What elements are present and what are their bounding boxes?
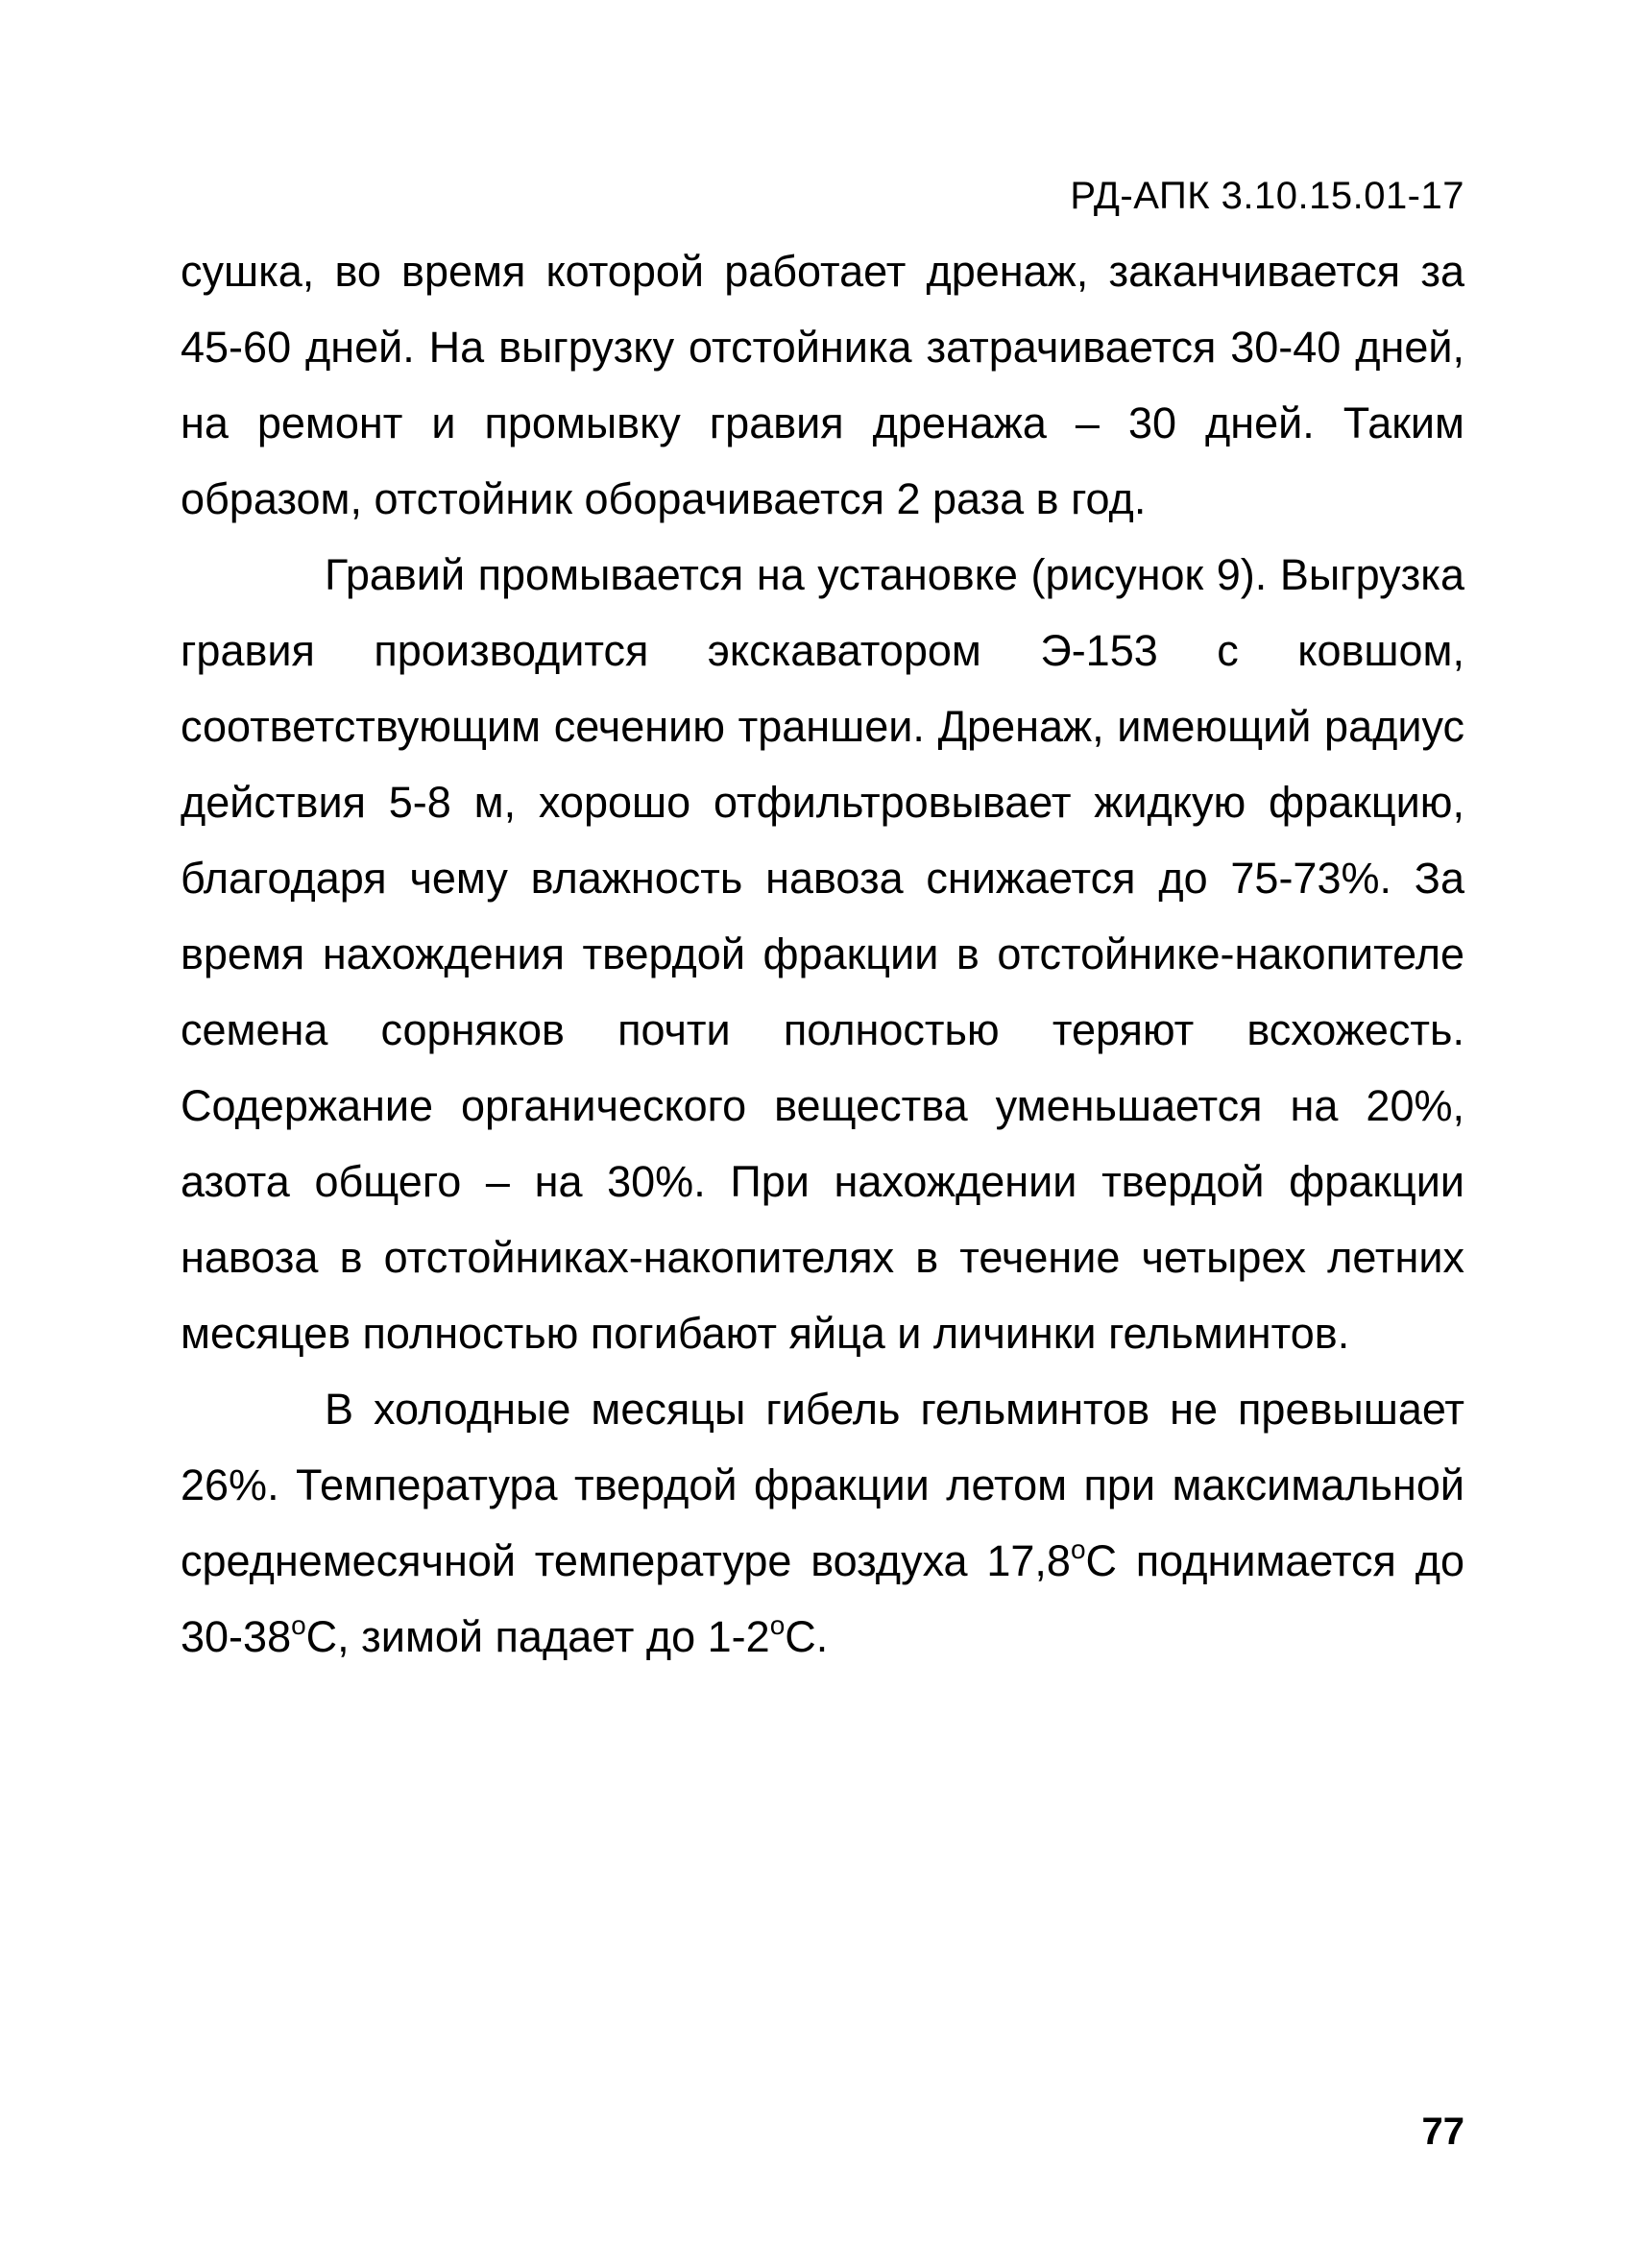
paragraph-3-text-3: С, зимой падает до 1-2 [305, 1612, 770, 1661]
paragraph-3-text-2: С поднимается до 30-38 [181, 1536, 1464, 1661]
body-text [181, 233, 1464, 1675]
degree-sign: о [769, 1610, 786, 1640]
document-code: РД-АПК 3.10.15.01-17 [1070, 175, 1464, 217]
page-number: 77 [1421, 2111, 1464, 2153]
paragraph-3 [181, 1371, 1464, 1675]
paragraph-3-text-1: В холодные месяцы гибель гельминтов не превышает 26%. Температура твердой фракции летом при максимальной среднемесячной температуре воздуха 17,8 [181, 1385, 1464, 1585]
degree-sign: о [1070, 1534, 1086, 1564]
paragraph-3-text-4: С. [785, 1612, 829, 1661]
paragraph-1: сушка, во время которой работает дренаж, заканчивается за 45-60 дней. На выгрузку отстойника затрачивается 30-40 дней, на ремонт и промывку гравия дренажа – 30 дней. Таким образом, отстойник оборачивается 2 раза в год. [181, 247, 1464, 523]
paragraph-2: Гравий промывается на установке (рисунок 9). Выгрузка гравия производится экскаватором Э-153 с ковшом, соответствующим сечению траншеи. Дренаж, имеющий радиус действия 5-8 м, хорошо отфильтровывает жидкую фракцию, благодаря чему влажность навоза снижается до 75-73%. За время нахождения твердой фракции в отстойнике-накопителе семена сорняков почти полностью теряют всхожесть. Содержание органического вещества уменьшается на 20%, азота общего – на 30%. При нахождении твердой фракции навоза в отстойниках-накопителях в течение четырех летних месяцев полностью погибают яйца и личинки гельминтов. [181, 550, 1464, 1358]
degree-sign: о [291, 1610, 306, 1640]
